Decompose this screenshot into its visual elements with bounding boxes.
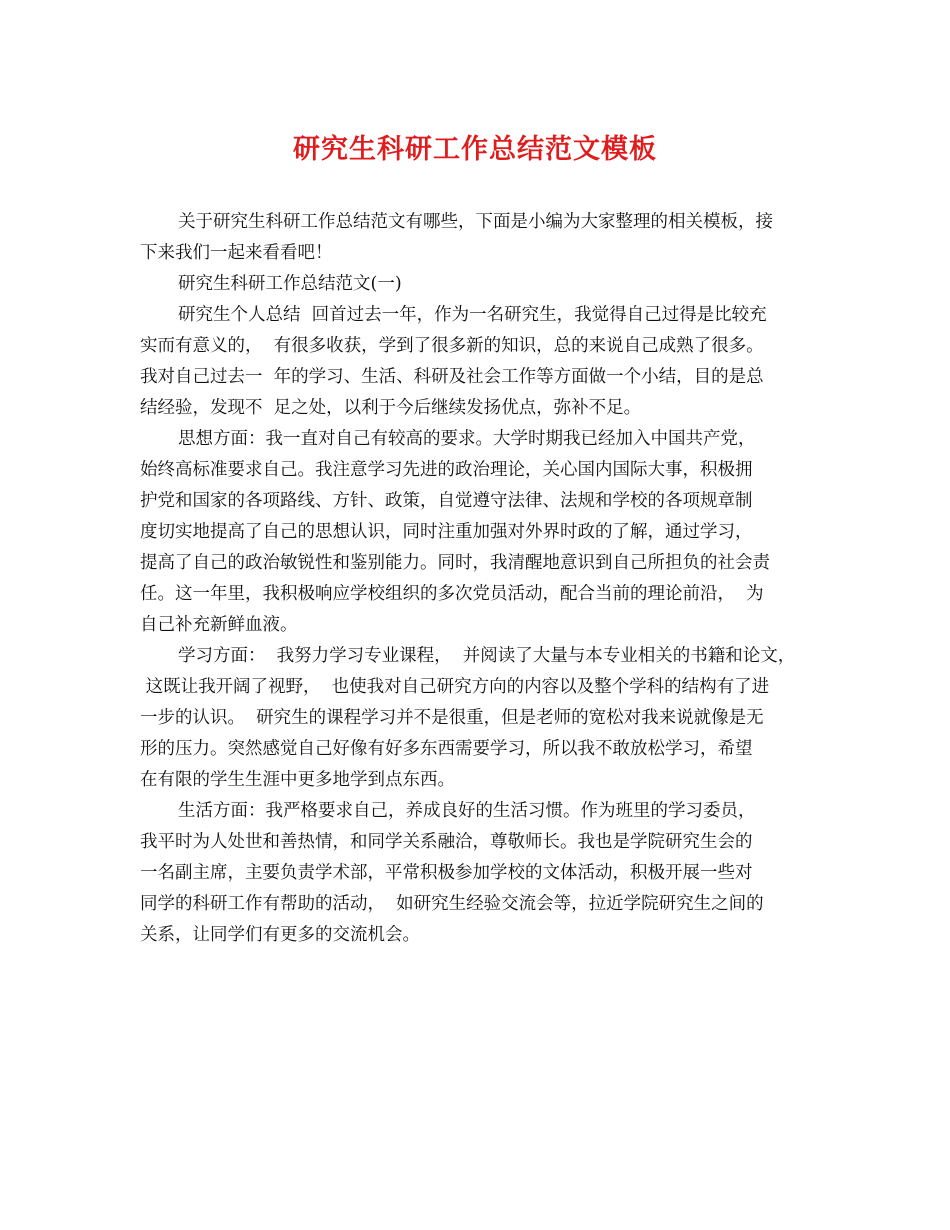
text-line: 护党和国家的各项路线、方针、政策，自觉遵守法律、法规和学校的各项规章制 (140, 491, 753, 511)
text-line: 我平时为人处世和善热情，和同学关系融洽，尊敬师长。我也是学院研究生会的 (140, 832, 753, 852)
text-line: 在有限的学生生涯中更多地学到点东西。 (140, 770, 455, 790)
text-line: 研究生个人总结 回首过去一年，作为一名研究生，我觉得自己过得是比较充 (178, 305, 767, 325)
text-line: 下来我们一起来看看吧！ (140, 243, 333, 263)
text-line: 学习方面： 我努力学习专业课程， 并阅读了大量与本专业相关的书籍和论文， (178, 646, 796, 666)
document-body (140, 207, 840, 951)
page-title: 研究生科研工作总结范文模板 (293, 134, 657, 165)
text-line: 结经验，发现不 足之处，以利于今后继续发扬优点，弥补不足。 (140, 398, 642, 418)
text-line: 始终高标准要求自己。我注意学习先进的政治理论，关心国内国际大事，积极拥 (140, 460, 753, 480)
text-line: 度切实地提高了自己的思想认识，同时注重加强对外界时政的了解，通过学习， (140, 522, 753, 542)
text-line: 形的压力。突然感觉自己好像有好多东西需要学习，所以我不敢放松学习，希望 (140, 739, 753, 759)
text-line: 提高了自己的政治敏锐性和鉴别能力。同时，我清醒地意识到自己所担负的社会责 (140, 553, 770, 573)
text-line: 一步的认识。 研究生的课程学习并不是很重，但是老师的宽松对我来说就像是无 (140, 708, 764, 728)
text-line: 任。这一年里，我积极响应学校组织的多次党员活动，配合当前的理论前沿， 为 (140, 584, 764, 604)
text-line: 一名副主席，主要负责学术部，平常积极参加学校的文体活动，积极开展一些对 (140, 863, 753, 883)
text-line: 这既让我开阔了视野， 也使我对自己研究方向的内容以及整个学科的结构有了进 (140, 677, 770, 697)
text-line: 思想方面：我一直对自己有较高的要求。大学时期我已经加入中国共产党， (178, 429, 756, 449)
text-line: 同学的科研工作有帮助的活动， 如研究生经验交流会等，拉近学院研究生之间的 (140, 894, 764, 914)
text-line: 我对自己过去一 年的学习、生活、科研及社会工作等方面做一个小结，目的是总 (140, 367, 764, 387)
text-line: 研究生科研工作总结范文(一) (178, 274, 402, 294)
text-line: 自己补充新鲜血液。 (140, 615, 298, 635)
text-line: 生活方面：我严格要求自己，养成良好的生活习惯。作为班里的学习委员， (178, 801, 756, 821)
text-line: 实而有意义的， 有很多收获，学到了很多新的知识，总的来说自己成熟了很多。 (140, 336, 764, 356)
text-line: 关系，让同学们有更多的交流机会。 (140, 925, 420, 945)
text-line: 关于研究生科研工作总结范文有哪些，下面是小编为大家整理的相关模板，接 (178, 212, 773, 232)
